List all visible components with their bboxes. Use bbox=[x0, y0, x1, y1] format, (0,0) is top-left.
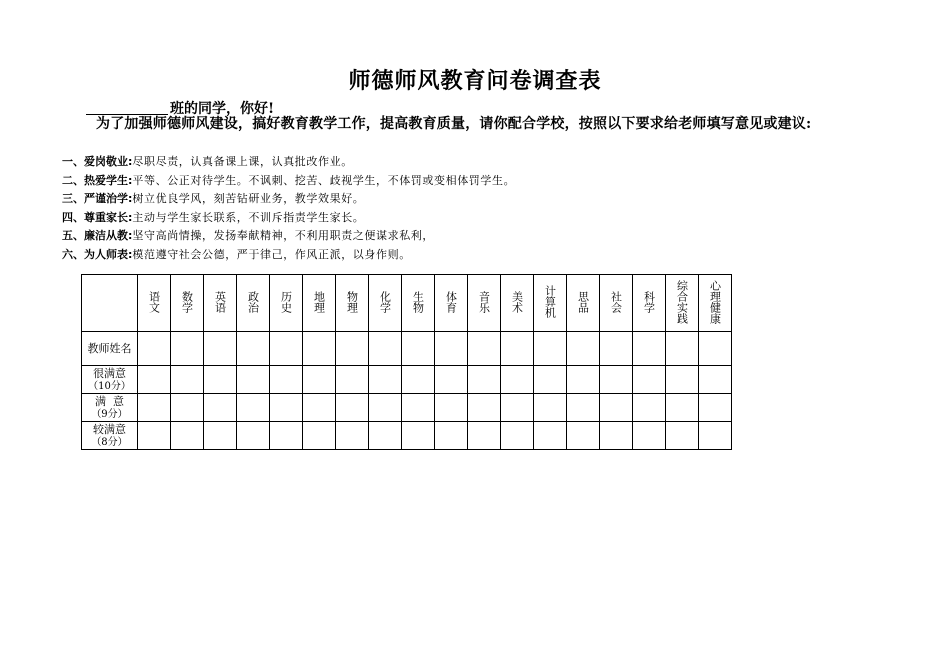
rating-cell[interactable] bbox=[600, 366, 633, 394]
rating-cell[interactable] bbox=[666, 422, 699, 450]
rating-cell[interactable] bbox=[336, 394, 369, 422]
rating-cell[interactable] bbox=[270, 422, 303, 450]
rating-cell[interactable] bbox=[468, 366, 501, 394]
rating-cell[interactable] bbox=[270, 394, 303, 422]
rating-cell[interactable] bbox=[204, 366, 237, 394]
rating-cell[interactable] bbox=[501, 394, 534, 422]
row-label: 很满意 （10分） bbox=[82, 366, 138, 394]
score-row-fairly-satisfied bbox=[82, 422, 732, 450]
rating-cell[interactable] bbox=[402, 394, 435, 422]
rating-cell[interactable] bbox=[204, 394, 237, 422]
rating-cell[interactable] bbox=[534, 422, 567, 450]
score-row-very-satisfied bbox=[82, 366, 732, 394]
subject-header: 政治 bbox=[237, 275, 270, 332]
rating-cell[interactable] bbox=[633, 422, 666, 450]
subject-header: 数学 bbox=[171, 275, 204, 332]
name-cell[interactable] bbox=[204, 332, 237, 366]
survey-table bbox=[81, 274, 732, 450]
rating-cell[interactable] bbox=[237, 394, 270, 422]
name-cell[interactable] bbox=[534, 332, 567, 366]
subject-header: 心理健康 bbox=[699, 275, 732, 332]
rating-cell[interactable] bbox=[699, 394, 732, 422]
name-cell[interactable] bbox=[237, 332, 270, 366]
rating-cell[interactable] bbox=[468, 422, 501, 450]
subject-header: 语文 bbox=[138, 275, 171, 332]
name-cell[interactable] bbox=[270, 332, 303, 366]
rating-cell[interactable] bbox=[402, 422, 435, 450]
corner-cell bbox=[82, 275, 138, 332]
rating-cell[interactable] bbox=[600, 422, 633, 450]
name-cell[interactable] bbox=[369, 332, 402, 366]
rating-cell[interactable] bbox=[303, 394, 336, 422]
rating-cell[interactable] bbox=[171, 366, 204, 394]
rating-cell[interactable] bbox=[435, 394, 468, 422]
rating-cell[interactable] bbox=[237, 422, 270, 450]
rating-cell[interactable] bbox=[171, 422, 204, 450]
subject-header: 综合实践 bbox=[666, 275, 699, 332]
subject-header: 英语 bbox=[204, 275, 237, 332]
rating-cell[interactable] bbox=[402, 366, 435, 394]
rating-cell[interactable] bbox=[138, 394, 171, 422]
teacher-name-row bbox=[82, 332, 732, 366]
name-cell[interactable] bbox=[600, 332, 633, 366]
name-cell[interactable] bbox=[501, 332, 534, 366]
requirement-item: 一、爱岗敬业:尽职尽责，认真备课上课，认真批改作业。 bbox=[62, 155, 353, 168]
name-cell[interactable] bbox=[666, 332, 699, 366]
rating-cell[interactable] bbox=[138, 422, 171, 450]
subject-header: 社会 bbox=[600, 275, 633, 332]
name-cell[interactable] bbox=[171, 332, 204, 366]
page-title: 师德师风教育问卷调查表 bbox=[348, 69, 602, 94]
name-cell[interactable] bbox=[303, 332, 336, 366]
requirement-item: 四、尊重家长:主动与学生家长联系，不训斥指责学生家长。 bbox=[62, 210, 365, 224]
rating-cell[interactable] bbox=[600, 394, 633, 422]
rating-cell[interactable] bbox=[567, 422, 600, 450]
rating-cell[interactable] bbox=[633, 366, 666, 394]
name-cell[interactable] bbox=[468, 332, 501, 366]
rating-cell[interactable] bbox=[501, 422, 534, 450]
row-label: 较满意 （8分） bbox=[82, 422, 138, 450]
name-cell[interactable] bbox=[435, 332, 468, 366]
requirement-item: 六、为人师表:模范遵守社会公德，严于律己，作风正派，以身作则。 bbox=[62, 247, 411, 261]
rating-cell[interactable] bbox=[303, 422, 336, 450]
subject-header: 历史 bbox=[270, 275, 303, 332]
rating-cell[interactable] bbox=[534, 394, 567, 422]
subject-header: 生物 bbox=[402, 275, 435, 332]
rating-cell[interactable] bbox=[435, 366, 468, 394]
rating-cell[interactable] bbox=[369, 394, 402, 422]
subject-header: 科学 bbox=[633, 275, 666, 332]
requirements-list bbox=[62, 153, 882, 264]
rating-cell[interactable] bbox=[237, 366, 270, 394]
class-name-blank[interactable] bbox=[86, 100, 168, 115]
greeting-text: 班的同学，你好! bbox=[170, 101, 275, 117]
rating-cell[interactable] bbox=[567, 394, 600, 422]
rating-cell[interactable] bbox=[336, 422, 369, 450]
name-cell[interactable] bbox=[336, 332, 369, 366]
rating-cell[interactable] bbox=[435, 422, 468, 450]
subject-header: 计算机 bbox=[534, 275, 567, 332]
rating-cell[interactable] bbox=[666, 394, 699, 422]
name-cell[interactable] bbox=[699, 332, 732, 366]
rating-cell[interactable] bbox=[699, 422, 732, 450]
rating-cell[interactable] bbox=[468, 394, 501, 422]
rating-cell[interactable] bbox=[303, 366, 336, 394]
rating-cell[interactable] bbox=[699, 366, 732, 394]
rating-cell[interactable] bbox=[336, 366, 369, 394]
name-cell[interactable] bbox=[633, 332, 666, 366]
score-row-satisfied bbox=[82, 394, 732, 422]
name-cell[interactable] bbox=[138, 332, 171, 366]
rating-cell[interactable] bbox=[501, 366, 534, 394]
subject-header: 化学 bbox=[369, 275, 402, 332]
name-cell[interactable] bbox=[402, 332, 435, 366]
rating-cell[interactable] bbox=[633, 394, 666, 422]
greeting bbox=[86, 98, 274, 118]
intro-paragraph: 为了加强师德师风建设，搞好教育教学工作，提高教育质量，请你配合学校，按照以下要求给老师填写意见或建议: bbox=[96, 116, 812, 132]
row-label: 满 意 （9分） bbox=[82, 394, 138, 422]
rating-cell[interactable] bbox=[567, 366, 600, 394]
rating-cell[interactable] bbox=[204, 422, 237, 450]
row-label: 教师姓名 bbox=[82, 332, 138, 366]
rating-cell[interactable] bbox=[171, 394, 204, 422]
subject-header: 思品 bbox=[567, 275, 600, 332]
rating-cell[interactable] bbox=[534, 366, 567, 394]
rating-cell[interactable] bbox=[270, 366, 303, 394]
subject-header: 物理 bbox=[336, 275, 369, 332]
subject-header-row bbox=[82, 275, 732, 332]
subject-header: 音乐 bbox=[468, 275, 501, 332]
rating-cell[interactable] bbox=[666, 366, 699, 394]
subject-header: 美术 bbox=[501, 275, 534, 332]
rating-cell[interactable] bbox=[138, 366, 171, 394]
subject-header: 体育 bbox=[435, 275, 468, 332]
rating-cell[interactable] bbox=[369, 422, 402, 450]
requirement-item: 五、廉洁从教:坚守高尚情操，发扬奉献精神，不利用职责之便谋求私利， bbox=[62, 229, 435, 242]
name-cell[interactable] bbox=[567, 332, 600, 366]
requirement-item: 三、严谨治学:树立优良学风，刻苦钻研业务，教学效果好。 bbox=[62, 192, 365, 205]
rating-cell[interactable] bbox=[369, 366, 402, 394]
subject-header: 地理 bbox=[303, 275, 336, 332]
requirement-item: 二、热爱学生:平等、公正对待学生。不讽刺、挖苦、歧视学生，不体罚或变相体罚学生。 bbox=[62, 173, 516, 187]
